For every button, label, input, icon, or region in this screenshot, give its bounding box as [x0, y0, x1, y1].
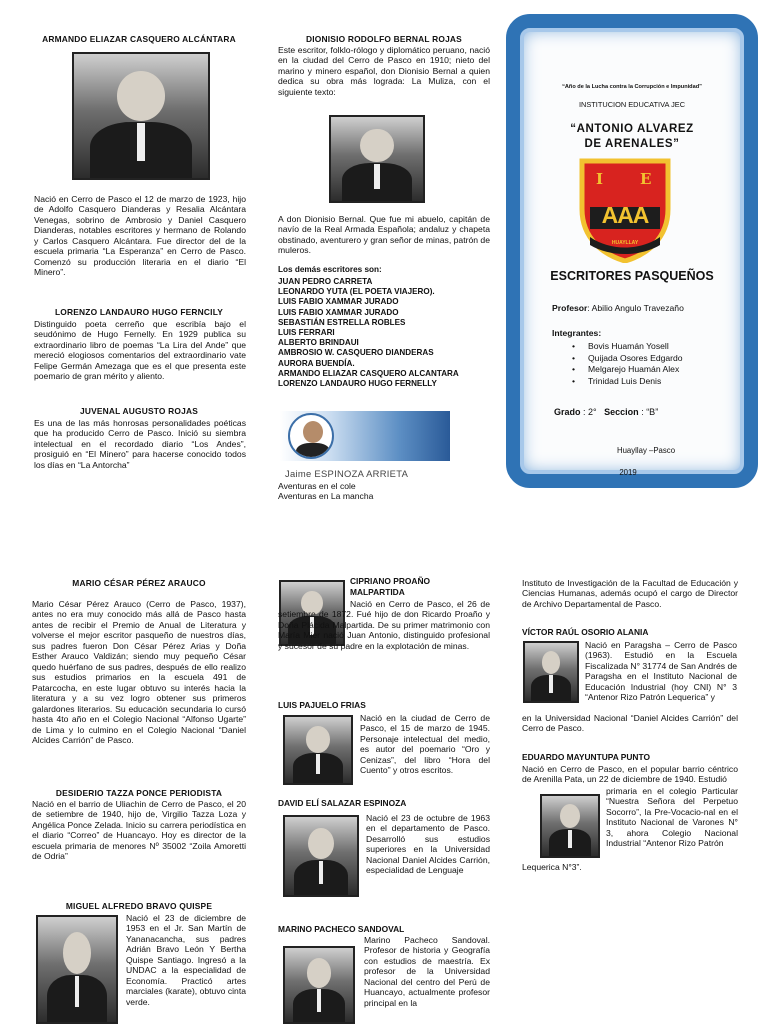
armando-heading: ARMANDO ELIAZAR CASQUERO ALCÁNTARA: [42, 34, 236, 44]
david-text: Nació el 23 de octubre de 1963 en el departamento de Pasco. Desarrolló sus estudios superiores en la Universidad Nacional Daniel Alcides Carrión, especialidad de Lenguaje: [366, 813, 490, 876]
jaime-works: [278, 481, 490, 502]
grado-label: Grado: [554, 407, 581, 417]
writer-item: ARMANDO ELIAZAR CASQUERO ALCANTARA: [278, 368, 459, 378]
cover-institution: INSTITUCION EDUCATIVA JEC: [578, 100, 686, 109]
seccion-label: Seccion: [604, 407, 639, 417]
work-item: Aventuras en La mancha: [278, 491, 374, 502]
crest-left: I: [596, 170, 604, 188]
lorenzo-heading: LORENZO LANDAURO HUGO FERNCILY: [54, 307, 224, 317]
luis-text: Nació en la ciudad de Cerro de Pasco, el 15 de marzo de 1945. Personaje intelectual del medio, es autor del poemario “Oro y Cenizas”, del libro “Hora del Cuento” y otros escritos.: [360, 713, 490, 776]
writer-item: JUAN PEDRO CARRETA: [278, 277, 373, 286]
members-list: [588, 341, 748, 388]
work-item: Aventuras en el cole: [278, 481, 356, 491]
dionisio-heading: DIONISIO RODOLFO BERNAL ROJAS: [306, 34, 462, 44]
lorenzo-text: Distinguido poeta cerreño que escribía bajo el seudónimo de Hugo Fernelly. En 1929 publica su extraordinario libro de poemas “La Lira del Ande” que mereció elogiosos comentarios del extraordinario vate Felipe Germán Amezaga que es el que presenta este poemario de gran mérito y aliento.: [34, 319, 246, 382]
writer-item: ALBERTO BRINDAUI: [278, 338, 359, 348]
eduardo-text-side: primaria en el colegio Particular “Nuestra Señora del Perpetuo Socorro”, la Pre-Vocacio-nal en el Instituto Nacional de Varones N° 3, ahora Colegio Nacional Industrial “Antenor Rizo Patrón: [606, 786, 738, 849]
cover-year: 2019: [619, 468, 637, 477]
cover-profesor: [552, 303, 752, 313]
writers-list: [278, 277, 490, 389]
juvenal-text: Es una de las más honrosas personalidades poéticas que ha producido Cerro de Pasco. Inició su siembra intelectual en el recordado diario “Los Andes”, prosiguió en “El Minero” para hacerse conocido todos los días en “La Antorcha”: [34, 418, 246, 470]
marino-heading: MARINO PACHECO SANDOVAL: [278, 924, 405, 934]
victor-heading: VÍCTOR RAÚL OSORIO ALANIA: [522, 627, 649, 637]
writer-item: LEONARDO YUTA (EL POETA VIAJERO).: [278, 287, 435, 297]
mario-text: Mario César Pérez Arauco (Cerro de Pasco, 1937), antes no era muy conocido más allá de Pasco hasta antes de recibir el Premio de Anual de Literatura y volverse el mejor escritor pasqueño de nuestros días, sus padres fueron Don César Pérez Arias y Doña Esther Arauco Valdizán; siendo muy pequeño César quedo huérfano de sus padres, después de ello realizo sus estudios primarios en la escuela 491 de Patarcocha, en este lugar obtuvo su interés hacia la literatura y a su vez logro obtener sus primeros galardones literarios. Su educación secundaria lo cursó hasta 4to año en el Colegio Nacional “Alfonso Ugarte” de Lima y lo culmino en el Colegio Nacional “Daniel Alcides Carrión” de Pasco.: [32, 599, 246, 746]
luis-photo: [283, 715, 353, 785]
integrantes-label: Integrantes:: [552, 328, 602, 338]
writer-item: AMBROSIO W. CASQUERO DIANDERAS: [278, 348, 434, 358]
member-item: • Trinidad Luis Denis: [588, 376, 748, 388]
miguel-photo: [36, 915, 118, 1024]
juvenal-heading: JUVENAL AUGUSTO ROJAS: [79, 406, 199, 416]
eduardo-text-top: Nació en Cerro de Pasco, en el popular barrio céntrico de Arenilla Pata, un 22 de diciembre de 1940. Estudió: [522, 764, 738, 785]
victor-text-below: en la Universidad Nacional “Daniel Alcides Carrión” del Cerro de Pasco.: [522, 713, 738, 734]
marino-continued-text: Instituto de Investigación de la Facultad de Educación y Ciencias Humanas, además ocupó el cargo de Director de Archivo Departamental de Pasco.: [522, 578, 738, 609]
desiderio-heading: DESIDERIO TAZZA PONCE PERIODISTA: [55, 788, 223, 798]
dionisio-intro: Este escritor, folklo-rólogo y diplomático peruano, nació en la ciudad del Cerro de Pasco en 1910; nieto del marino y minero español, don Dionisio Bernal a quien dedica su obra más lograda: La Muliza, con el siguiente texto:: [278, 45, 490, 97]
marino-photo: [283, 946, 355, 1024]
victor-photo: [523, 641, 579, 703]
member-item: • Melgarejo Huamán Alex: [588, 364, 748, 376]
profesor-value: : Abilio Angulo Travezaño: [587, 303, 684, 313]
dionisio-quote: A don Dionisio Bernal. Que fue mi abuelo, capitán de navío de la Real Armada Española; andaluz y chapeta obstinado, aventurero y gran señor de minas, patrón de muleros.: [278, 214, 490, 256]
mario-heading: MARIO CÉSAR PÉREZ ARAUCO: [72, 578, 206, 588]
others-title: Los demás escritores son:: [278, 265, 382, 274]
cover-panel: [506, 14, 758, 488]
armando-photo: [72, 52, 210, 180]
crest-band: HUAYLLAY: [611, 240, 639, 246]
eduardo-photo: [540, 794, 600, 858]
crest-letters: AAA: [601, 202, 649, 228]
cipriano-heading-1: CIPRIANO PROAÑO: [350, 576, 431, 586]
cover-school-line2: DE ARENALES”: [584, 138, 680, 150]
writer-item: AURORA BUENDÍA.: [278, 358, 355, 368]
david-heading: DAVID ELÍ SALAZAR ESPINOZA: [278, 798, 407, 808]
member-item: • Quijada Osores Edgardo: [588, 353, 748, 365]
miguel-heading: MIGUEL ALFREDO BRAVO QUISPE: [65, 901, 213, 911]
profesor-label: Profesor: [552, 303, 588, 313]
writer-item: LUIS FABIO XAMMAR JURADO: [278, 297, 399, 307]
armando-text: Nació en Cerro de Pasco el 12 de marzo de 1923, hijo de Adolfo Casquero Dianderas y Resalia Alcántara Venegas, sobrino de Ambrosio y Daniel Casquero Dianderas, notables escritores y hermano de Rolando y Carlos Casquero Alcántara. Fue director del de la escuela primaria “La Esperanza” en Cerro de Pasco. Comenzó su producción literaria en el diario “El Minero”.: [34, 194, 246, 278]
seccion-value: : “B”: [641, 407, 659, 417]
desiderio-text: Nació en el barrio de Uliachin de Cerro de Pasco, el 20 de setiembre de 1940, hijo de, Virgilio Tazza Loza y Angélica Ponce Zelada. Inicio su carrera periodística en el diario “Correo” de Huancayo. Hoy es director de la escuela primaria de menores Nº 35002 “Zoila Amoretti de Odria”: [32, 799, 246, 862]
jaime-avatar: [288, 413, 334, 459]
grado-value: : 2°: [583, 407, 597, 417]
cipriano-heading-2: MALPARTIDA: [350, 587, 405, 597]
marino-text: Marino Pacheco Sandoval. Profesor de historia y Geografía con estudios de maestría. Ex profesor de la Universidad Nacional del centro del Perú de Huancayo, actualmente profesor principal en la: [364, 935, 490, 1008]
victor-text-side: Nació en Paragsha – Cerro de Pasco (1963). Estudió en la Escuela Fiscalizada N° 31774 de San Andrés de Paragsha en el Instituto Nacional de Educación Industrial (hoy CNI) N° 3 “Antenor Rizo Patrón Lequerica” y: [585, 640, 738, 703]
david-photo: [283, 815, 359, 897]
eduardo-text-below: Lequerica N°3”.: [522, 862, 582, 872]
cover-grado-seccion: [554, 407, 754, 418]
cover-motto: “Año de la Lucha contra la Corrupción e Impunidad”: [562, 84, 702, 90]
cover-school-line1: “ANTONIO ALVAREZ: [570, 123, 694, 135]
luis-heading: LUIS PAJUELO FRIAS: [278, 700, 366, 710]
cover-title: ESCRITORES PASQUEÑOS: [550, 269, 714, 283]
crest-right: E: [640, 170, 652, 188]
cover-place: Huayllay –Pasco: [616, 446, 676, 455]
writer-item: LORENZO LANDAURO HUGO FERNELLY: [278, 378, 437, 388]
jaime-banner: [280, 411, 450, 461]
cipriano-text-full: Nació en Cerro de Pasco, el 26 de setiembre de 1872. Fué hijo de don Ricardo Proaño y Doña Plácida Malpartida. De su primer matrimonio con María Mier nació Juan Antonio, distinguido profesional y sucesor de su padre en la explotación de minas.: [278, 599, 490, 651]
jaime-caption: Jaime ESPINOZA ARRIETA: [285, 468, 409, 479]
writer-item: LUIS FABIO XAMMAR JURADO: [278, 307, 399, 317]
writer-item: LUIS FERRARI: [278, 327, 335, 337]
dionisio-photo: [329, 115, 425, 203]
eduardo-heading: EDUARDO MAYUNTUPA PUNTO: [522, 752, 650, 762]
miguel-text: Nació el 23 de diciembre de 1953 en el Jr. San Martín de Yananacancha, sus padres Adrián Bravo León Y Bertha Quispe Santiago. Ingresó a la UNDAC a la especialidad de Economía. Practicó artes marciales (karate), obtuvo cinta verde.: [126, 913, 246, 1007]
member-item: • Bovis Huamán Yosell: [588, 341, 748, 353]
writer-item: SEBASTIÁN ESTRELLA ROBLES: [278, 317, 406, 327]
